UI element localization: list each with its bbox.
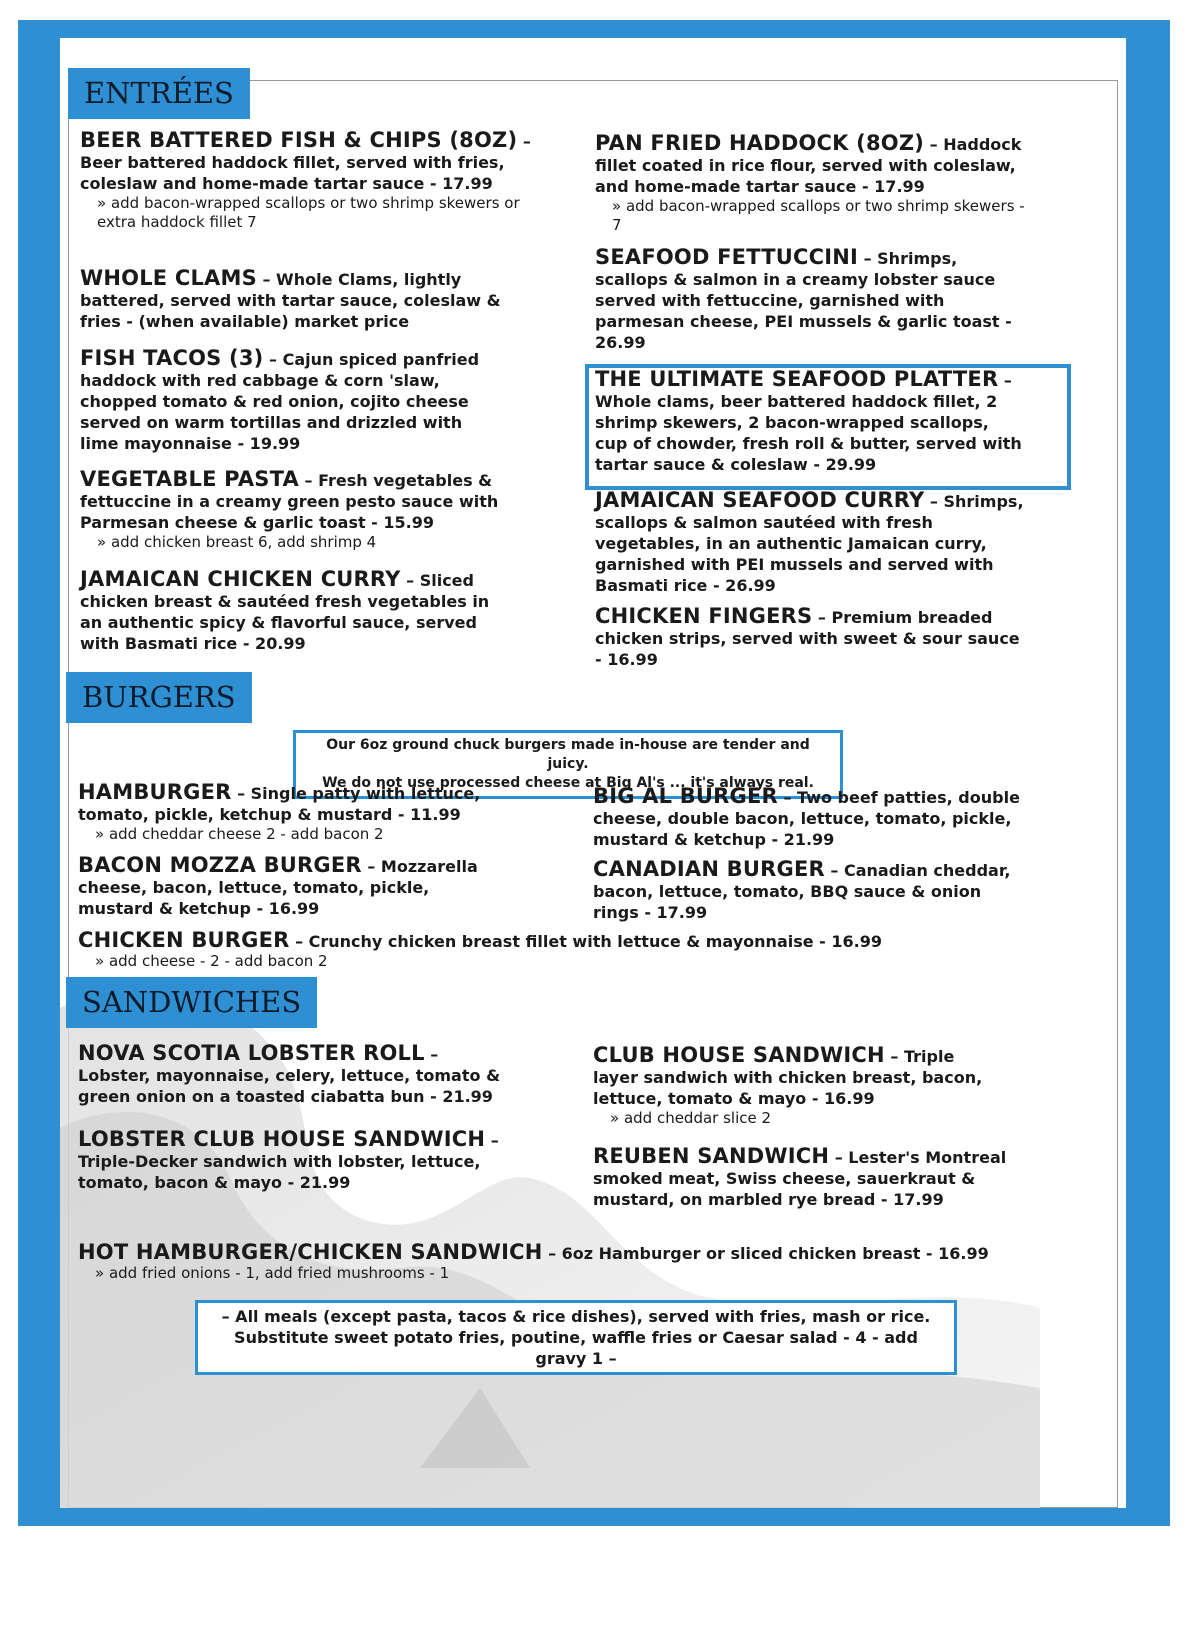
burger-note-line: Our 6oz ground chuck burgers made in-house are tender and juicy.	[326, 737, 810, 772]
item-name: CHICKEN FINGERS	[595, 604, 813, 628]
item-desc: – Single patty with lettuce, tomato, pickle, ketchup & mustard - 11.99	[78, 784, 481, 824]
item-name: FISH TACOS (3)	[80, 346, 264, 370]
item-desc: – Lester's Montreal smoked meat, Swiss cheese, sauerkraut & mustard, on marbled rye bread - 17.99	[593, 1148, 1007, 1209]
menu-item	[80, 268, 510, 332]
menu-item	[80, 130, 540, 232]
burgers-heading: BURGERS	[66, 672, 252, 723]
sandwiches-heading: SANDWICHES	[66, 977, 317, 1028]
item-name: WHOLE CLAMS	[80, 266, 257, 290]
item-name: CANADIAN BURGER	[593, 857, 825, 881]
item-name: BACON MOZZA BURGER	[78, 853, 362, 877]
item-name: HAMBURGER	[78, 780, 232, 804]
item-addon: » add cheddar slice 2	[610, 1109, 772, 1127]
item-name: THE ULTIMATE SEAFOOD PLATTER	[595, 367, 999, 391]
menu-item	[593, 1146, 1013, 1210]
menu-item	[78, 782, 498, 844]
item-addon: » add cheese - 2 - add bacon 2	[95, 952, 328, 970]
item-desc: – Premium breaded chicken strips, served with sweet & sour sauce - 16.99	[595, 608, 1020, 669]
menu-item	[80, 348, 500, 454]
item-name: REUBEN SANDWICH	[593, 1144, 830, 1168]
item-name: BIG AL BURGER	[593, 784, 778, 808]
item-name: SEAFOOD FETTUCCINI	[595, 245, 859, 269]
item-addon: » add bacon-wrapped scallops or two shrimp skewers - 7	[612, 197, 1025, 234]
menu-item	[78, 1242, 1038, 1283]
item-desc: – Cajun spiced panfried haddock with red cabbage & corn 'slaw, chopped tomato & red onion, cojito cheese served on warm tortillas and drizzled with lime mayonnaise - 19.99	[80, 350, 480, 453]
item-desc: – Fresh vegetables & fettuccine in a creamy green pesto sauce with Parmesan cheese & garlic toast - 15.99	[80, 471, 499, 532]
item-name: JAMAICAN CHICKEN CURRY	[80, 567, 401, 591]
item-name: VEGETABLE PASTA	[80, 467, 299, 491]
menu-item	[595, 490, 1025, 596]
item-name: JAMAICAN SEAFOOD CURRY	[595, 488, 925, 512]
menu-item	[593, 859, 1023, 923]
sides-note-line: Substitute sweet potato fries, poutine, waffle fries or Caesar salad - 4 - add gravy 1 –	[234, 1328, 918, 1368]
item-desc: – Haddock fillet coated in rice flour, served with coleslaw, and home-made tartar sauce - 17.99	[595, 135, 1022, 196]
item-name: PAN FRIED HADDOCK (8OZ)	[595, 131, 925, 155]
menu-item	[78, 1129, 508, 1193]
menu-item	[595, 369, 1025, 475]
item-name: LOBSTER CLUB HOUSE SANDWICH	[78, 1127, 486, 1151]
menu-item	[80, 569, 510, 654]
wave-watermark	[60, 948, 1040, 1508]
item-desc: – Whole Clams, lightly battered, served with tartar sauce, coleslaw & fries - (when available) market price	[80, 270, 501, 331]
entrees-heading: ENTRÉES	[68, 68, 250, 119]
sides-note	[195, 1300, 957, 1375]
menu-item	[78, 1043, 508, 1107]
item-desc: – 6oz Hamburger or sliced chicken breast - 16.99	[542, 1244, 989, 1263]
menu-item	[595, 247, 1015, 353]
sides-note-line: – All meals (except pasta, tacos & rice dishes), served with fries, mash or rice.	[221, 1307, 931, 1326]
item-addon: » add bacon-wrapped scallops or two shrimp skewers or extra haddock fillet 7	[97, 194, 520, 231]
menu-item	[78, 855, 498, 919]
item-desc: – Two beef patties, double cheese, double bacon, lettuce, tomato, pickle, mustard & ketchup - 21.99	[593, 788, 1020, 849]
menu-item	[80, 469, 510, 552]
item-desc: – Sliced chicken breast & sautéed fresh vegetables in an authentic spicy & flavorful sauce, served with Basmati rice - 20.99	[80, 571, 490, 653]
item-desc: – Crunchy chicken breast fillet with lettuce & mayonnaise - 16.99	[289, 932, 882, 951]
item-addon: » add chicken breast 6, add shrimp 4	[97, 533, 377, 551]
item-desc: – Triple layer sandwich with chicken breast, bacon, lettuce, tomato & mayo - 16.99	[593, 1047, 983, 1108]
item-name: HOT HAMBURGER/CHICKEN SANDWICH	[78, 1240, 543, 1264]
item-desc: – Mozzarella cheese, bacon, lettuce, tomato, pickle, mustard & ketchup - 16.99	[78, 857, 478, 918]
item-desc: – Shrimps, scallops & salmon in a creamy lobster sauce served with fettuccine, garnished with parmesan cheese, PEI mussels & garlic toast - 26.99	[595, 249, 1012, 352]
item-name: CHICKEN BURGER	[78, 928, 290, 952]
menu-item	[593, 1045, 1003, 1128]
item-name: BEER BATTERED FISH & CHIPS (8OZ)	[80, 128, 518, 152]
item-name: NOVA SCOTIA LOBSTER ROLL	[78, 1041, 425, 1065]
item-desc: – Shrimps, scallops & salmon sautéed with fresh vegetables, in an authentic Jamaican curry, garnished with PEI mussels and served with Basmati rice - 26.99	[595, 492, 1024, 595]
menu-item	[593, 786, 1033, 850]
item-addon: » add fried onions - 1, add fried mushrooms - 1	[95, 1264, 450, 1282]
item-desc: – Triple-Decker sandwich with lobster, lettuce, tomato, bacon & mayo - 21.99	[78, 1131, 499, 1192]
burger-note-line: We do not use processed cheese at Big Al's ... it's always real.	[322, 775, 814, 791]
menu-item	[595, 133, 1035, 235]
menu-item	[78, 930, 1038, 971]
item-desc: – Canadian cheddar, bacon, lettuce, tomato, BBQ sauce & onion rings - 17.99	[593, 861, 1011, 922]
item-desc: – Beer battered haddock fillet, served with fries, coleslaw and home-made tartar sauce - 17.99	[80, 132, 531, 193]
item-desc: – Lobster, mayonnaise, celery, lettuce, tomato & green onion on a toasted ciabatta bun - 21.99	[78, 1045, 501, 1106]
menu-item	[595, 606, 1025, 670]
item-addon: » add cheddar cheese 2 - add bacon 2	[95, 825, 384, 843]
item-name: CLUB HOUSE SANDWICH	[593, 1043, 885, 1067]
item-desc: – Whole clams, beer battered haddock fillet, 2 shrimp skewers, 2 bacon-wrapped scallops, cup of chowder, fresh roll & butter, served with tartar sauce & coleslaw - 29.99	[595, 371, 1022, 474]
